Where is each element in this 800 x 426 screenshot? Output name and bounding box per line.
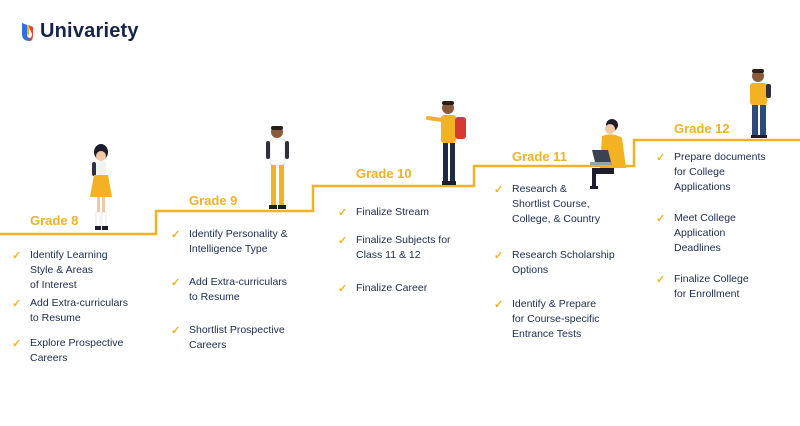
grade-12-label: Grade 12: [674, 121, 730, 136]
check-icon: ✓: [12, 250, 22, 262]
grade-9-checklist: [171, 227, 311, 353]
checklist-item: ✓ Research Scholarship Options: [494, 249, 615, 276]
grade-12-checklist: [656, 150, 796, 302]
check-icon: ✓: [171, 277, 181, 289]
brand-name: Univariety: [40, 20, 139, 42]
check-icon: ✓: [338, 283, 348, 295]
check-icon: ✓: [494, 299, 504, 311]
checklist-item: ✓ Research & Shortlist Course, College, & Country: [494, 183, 601, 225]
check-icon: ✓: [12, 298, 22, 310]
checklist-item: ✓ Finalize Stream: [338, 206, 429, 219]
grade-9-label: Grade 9: [189, 193, 238, 208]
checklist-item: ✓ Add Extra-curriculars to Resume: [171, 276, 288, 303]
grade-9-student-icon: [266, 126, 289, 209]
checklist-item: ✓ Meet College Application Deadlines: [656, 212, 736, 254]
check-icon: ✓: [656, 152, 666, 164]
check-icon: ✓: [338, 207, 348, 219]
check-icon: ✓: [656, 213, 666, 225]
grade-10-student-icon: [428, 101, 466, 185]
check-icon: ✓: [656, 274, 666, 286]
check-icon: ✓: [12, 338, 22, 350]
grade-10-checklist: [338, 205, 473, 296]
grade-10-label: Grade 10: [356, 166, 412, 181]
checklist-item: ✓ Identify & Prepare for Course-specific Entrance Tests: [494, 298, 600, 340]
checklist-item: ✓ Prepare documents for College Applications: [656, 151, 766, 193]
check-icon: ✓: [171, 325, 181, 337]
grade-8-label: Grade 8: [30, 213, 79, 228]
grade-12-student-icon: [750, 69, 771, 138]
grade-8-student-icon: [90, 144, 112, 230]
checklist-item: ✓ Identify Learning Style & Areas of Interest: [12, 249, 108, 291]
checklist-item: ✓ Identify Personality & Intelligence Type: [171, 228, 288, 255]
checklist-item: ✓ Finalize Subjects for Class 11 & 12: [338, 234, 451, 261]
check-icon: ✓: [171, 229, 181, 241]
checklist-item: ✓ Shortlist Prospective Careers: [171, 324, 285, 351]
checklist-item: ✓ Explore Prospective Careers: [12, 337, 124, 364]
grade-11-student-icon: [590, 119, 626, 189]
check-icon: ✓: [494, 250, 504, 262]
checklist-item: ✓ Finalize College for Enrollment: [656, 273, 749, 300]
checklist-item: ✓ Add Extra-curriculars to Resume: [12, 297, 129, 324]
grade-8-checklist: [12, 248, 152, 366]
check-icon: ✓: [338, 235, 348, 247]
grade-11-label: Grade 11: [512, 149, 567, 164]
check-icon: ✓: [494, 184, 504, 196]
checklist-item: ✓ Finalize Career: [338, 282, 428, 295]
grade-11-checklist: [494, 182, 634, 342]
